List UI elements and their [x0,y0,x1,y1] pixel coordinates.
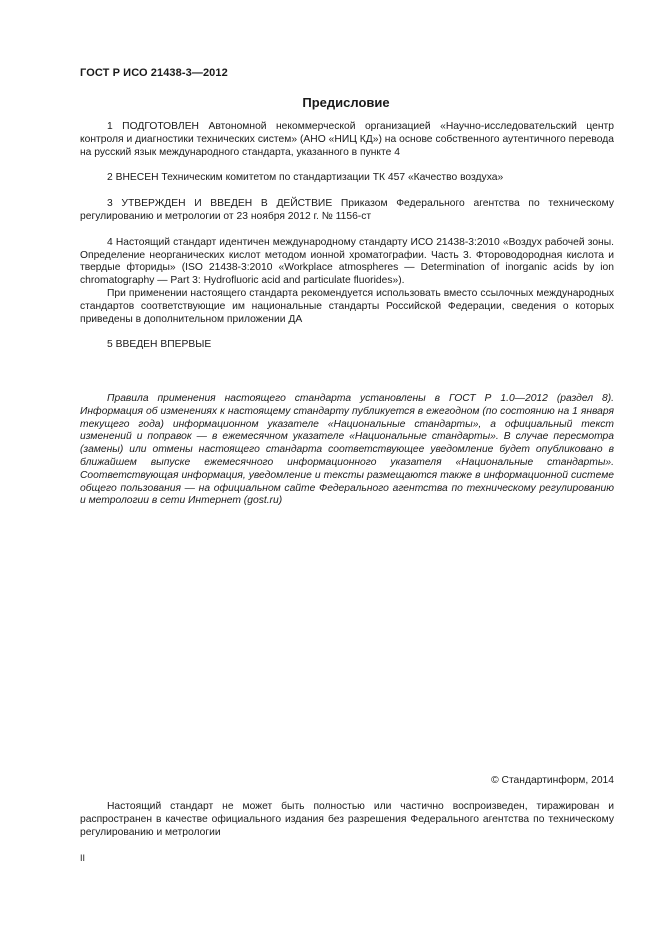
foreword-item-4-note: При применении настоящего стандарта рекомендуется использовать вместо ссылочных международных стандартов соответствующие им национальные стандарты Российской Федерации, сведения о которых приведены в дополнительном приложении ДА [80,287,614,325]
reproduction-notice: Настоящий стандарт не может быть полностью или частично воспроизведен, тиражирован и распространен в качестве официального издания без разрешения Федерального агентства по техническому регулированию и метрологии [80,801,614,838]
page-number: II [80,853,86,863]
foreword-item-3: 3 УТВЕРЖДЕН И ВВЕДЕН В ДЕЙСТВИЕ Приказом Федерального агентства по техническому регулированию и метрологии от 23 ноября 2012 г. № 1156-ст [80,198,614,222]
foreword-content [80,121,614,352]
foreword-item-5: 5 ВВЕДЕН ВПЕРВЫЕ [107,339,212,351]
foreword-item-4: 4 Настоящий стандарт идентичен международному стандарту ИСО 21438-3:2010 «Воздух рабочей зоны. Определение неорганических кислот методом ионной хроматографии. Часть 3. Фтороводородная кислота и твердые фториды» (ISO 21438-3:2010 «Workplace atmospheres — Determination of inorganic acids by ion chromatography — Part 3: Hydrofluoric acid and particulate fluorides»). [80,236,614,287]
page-title: Предисловие [302,95,390,110]
foreword-item-2: 2 ВНЕСЕН Техническим комитетом по стандартизации ТК 457 «Качество воздуха» [107,172,504,184]
foreword-item-1: 1 ПОДГОТОВЛЕН Автономной некоммерческой организацией «Научно-исследовательский центр контроля и диагностики технических систем» (АНО «НИЦ КД») на основе собственного аутентичного перевода на русский язык международного стандарта, указанного в пункте 4 [80,121,614,158]
rules-note: Правила применения настоящего стандарта установлены в ГОСТ Р 1.0—2012 (раздел 8). Информация об изменениях к настоящему стандарту публикуется в ежегодном (по состоянию на 1 января текущего года) информационном указателе «Национальные стандарты», а официальный текст изменений и поправок — в ежемесячном указателе «Национальные стандарты». В случае пересмотра (замены) или отмены настоящего стандарта соответствующее уведомление будет опубликовано в ближайшем выпуске ежемесячного информационного указателя «Национальные стандарты». Соответствующая информация, уведомление и тексты размещаются также в информационной системе общего пользования — на официальном сайте Федерального агентства по техническому регулированию и метрологии в сети Интернет (gost.ru) [80,393,614,507]
copyright-line: © Стандартинформ, 2014 [491,775,614,786]
standard-code-header: ГОСТ Р ИСО 21438-3—2012 [80,67,228,79]
